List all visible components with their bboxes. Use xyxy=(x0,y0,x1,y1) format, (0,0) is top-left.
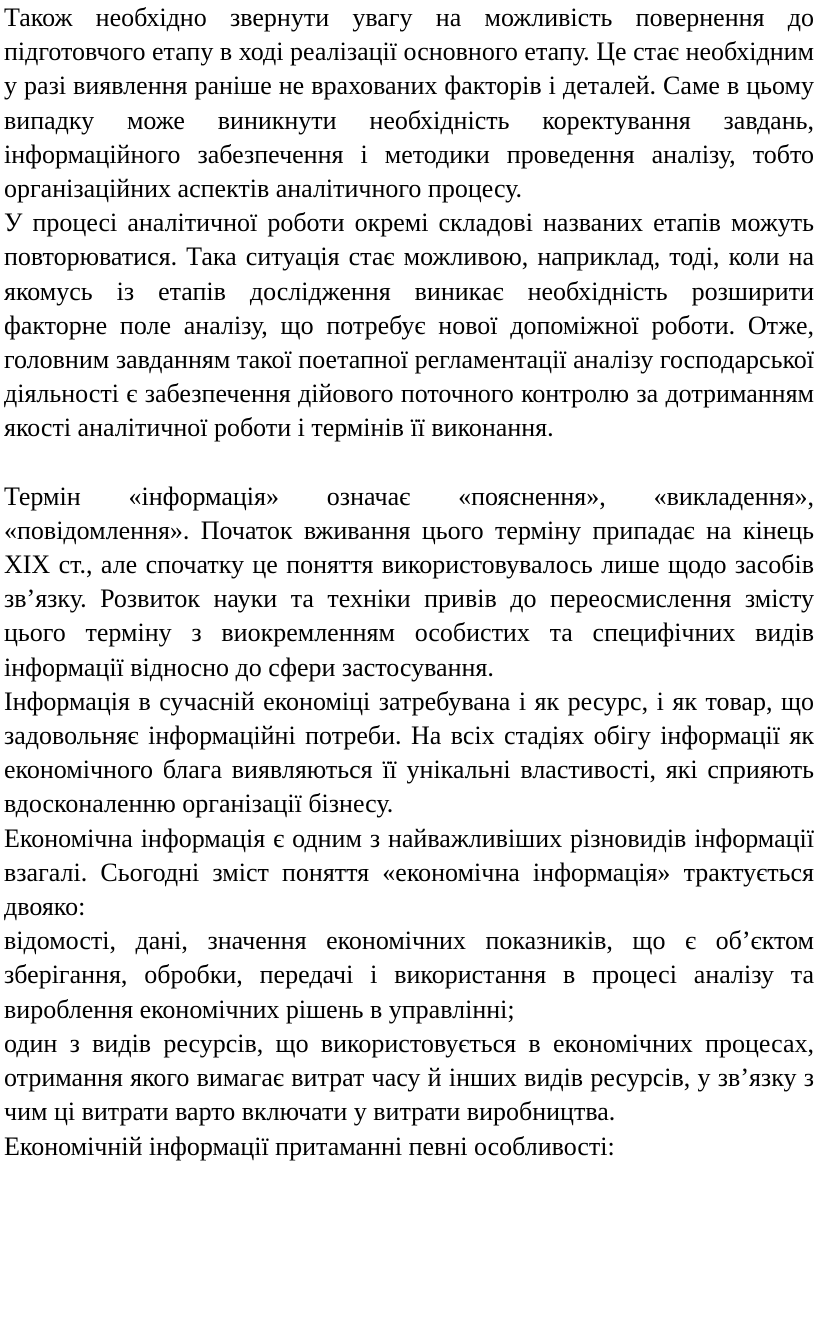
document-page xyxy=(4,1,814,1164)
paragraph-economic-information: Економічна інформація є одним з найважливіших різновидів інформації взагалі. Сьогодні зміст поняття «економічна інформація» трактується двояко: xyxy=(4,823,814,922)
paragraph-repeating-stages: У процесі аналітичної роботи окремі складові названих етапів можуть повторюватися. Така ситуація стає можливою, наприклад, тоді, коли на якомусь із етапів дослідження виникає необхідність розширити факторне поле аналізу, що потребує нової допоміжної роботи. Отже, головним завданням такої поетапної регламентації аналізу господарської діяльності є забезпечення дійового поточного контролю за дотриманням якості аналітичної роботи і термінів її виконання. xyxy=(4,208,814,443)
paragraph-return-to-preparatory-stage: Також необхідно звернути увагу на можливість повернення до підготовчого етапу в ході реалізації основного етапу. Це стає необхідним у разі виявлення раніше не врахованих факторів і деталей. Саме в цьому випадку може виникнути необхідність коректування завдань, інформаційного забезпечення і методики проведення аналізу, тобто організаційних аспектів аналітичного процесу. xyxy=(4,3,814,204)
paragraph-definition-data: відомості, дані, значення економічних показників, що є об’єктом зберігання, обробки, передачі і використання в процесі аналізу та вироблення економічних рішень в управлінні; xyxy=(4,926,814,1024)
paragraph-definition-resource: один з видів ресурсів, що використовується в економічних процесах, отримання якого вимагає витрат часу й інших видів ресурсів, у зв’язку з чим ці витрати варто включати у витрати виробництва. xyxy=(4,1028,814,1127)
paragraph-features-intro: Економічній інформації притаманні певні особливості: xyxy=(4,1131,615,1161)
paragraph-term-information: Термін «інформація» означає «пояснення», «викладення», «повідомлення». Початок вживання цього терміну припадає на кінець XIX ст., але спочатку це поняття використовувалось лише щодо засобів зв’язку. Розвиток науки та техніки привів до переосмислення змісту цього терміну з виокремленням особистих та специфічних видів інформації відносно до сфери застосування. xyxy=(4,481,814,682)
paragraph-information-as-resource: Інформація в сучасній економіці затребувана і як ресурс, і як товар, що задовольняє інформаційні потреби. На всіх стадіях обігу інформації як економічного блага виявляються її унікальні властивості, які сприяють вдосконаленню організації бізнесу. xyxy=(4,686,814,819)
